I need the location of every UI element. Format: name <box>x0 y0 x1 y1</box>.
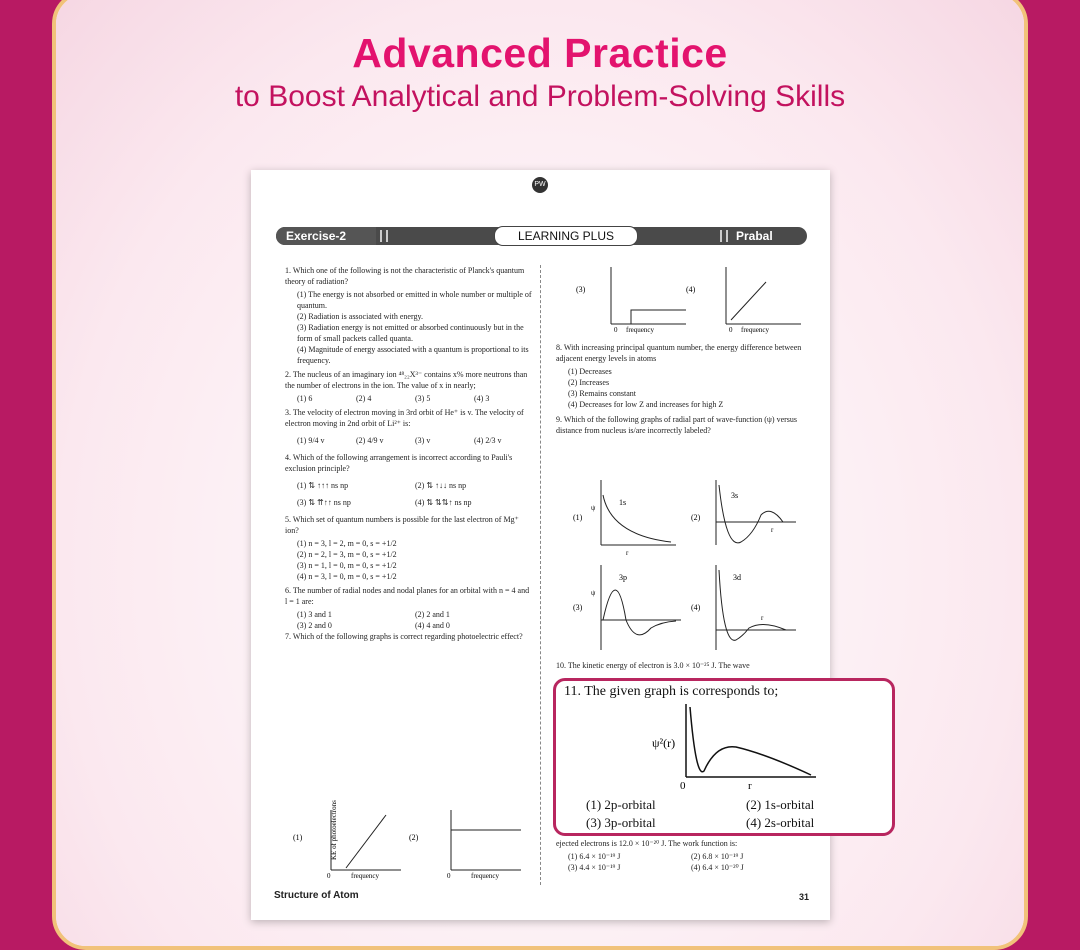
q9-graphs <box>571 470 821 660</box>
q6-option-3: (3) 2 and 0 <box>297 621 332 630</box>
learning-plus-label: LEARNING PLUS <box>494 226 638 246</box>
q8-option-1: (1) Decreases <box>568 367 612 376</box>
exercise-label: Exercise-2 <box>276 227 376 245</box>
q2-option-2: (2) 4 <box>356 394 372 403</box>
q2-option-3: (3) 5 <box>415 394 431 403</box>
page-subtitle: to Boost Analytical and Problem-Solving Skills <box>234 80 846 113</box>
left-column <box>285 265 533 644</box>
svg-text:3s: 3s <box>731 491 739 500</box>
q7-graph-3-line <box>631 310 686 324</box>
q3-option-3: (3) v <box>415 436 431 445</box>
q5-option-4: (4) n = 3, l = 0, m = 0, s = +1/2 <box>297 572 397 581</box>
q7-graph-2-xlabel: frequency <box>471 872 499 880</box>
question-3: 3. The velocity of electron moving in 3rd orbit of He⁺ is v. The velocity of electron moving in 2nd orbit of Li²⁺ is: <box>285 408 524 428</box>
svg-text:(3): (3) <box>573 603 583 612</box>
q6-options-b <box>285 620 533 631</box>
q11-option-1: (1) 2p-orbital <box>586 797 656 812</box>
q11-callout <box>553 678 895 836</box>
svg-text:(1): (1) <box>573 513 583 522</box>
svg-text:ψ: ψ <box>591 589 596 597</box>
question-7: 7. Which of the following graphs is correct regarding photoelectric effect? <box>285 632 523 641</box>
svg-text:frequency: frequency <box>626 326 654 334</box>
svg-text:(3): (3) <box>576 285 586 294</box>
svg-text:ψ: ψ <box>591 504 596 512</box>
q3-option-4: (4) 2/3 v <box>474 436 502 445</box>
q11-xlabel: r <box>748 780 752 789</box>
prabal-label: Prabal <box>736 229 773 243</box>
q1-option-4: (4) Magnitude of energy associated with a quantum is proportional to its frequency. <box>297 345 529 365</box>
svg-text:(4): (4) <box>686 285 696 294</box>
question-1: 1. Which one of the following is not the characteristic of Planck's quantum theory of radiation? <box>285 266 525 286</box>
question-9: 9. Which of the following graphs of radial part of wave-function (ψ) versus distance from nucleus is/are incorrectly labeled? <box>556 415 798 435</box>
q5-option-2: (2) n = 2, l = 3, m = 0, s = +1/2 <box>297 550 397 559</box>
q8-option-4: (4) Decreases for low Z and increases for high Z <box>568 400 724 409</box>
svg-text:0: 0 <box>614 326 618 334</box>
question-5: 5. Which set of quantum numbers is possible for the last electron of Mg⁺ ion? <box>285 515 519 535</box>
question-4: 4. Which of the following arrangement is incorrect according to Pauli's exclusion principle? <box>285 453 513 473</box>
q7-graph-1-label: (1) <box>293 833 303 842</box>
q9-graph-1s-curve <box>603 495 671 542</box>
q3-option-2: (2) 4/9 v <box>356 436 384 445</box>
q7-graph-1-line <box>346 815 386 868</box>
q3-option-1: (1) 9/4 v <box>297 436 325 445</box>
q6-option-2: (2) 2 and 1 <box>415 610 450 619</box>
q7-graphs <box>291 800 531 880</box>
q10-option-4: (4) 6.4 × 10⁻²⁰ J <box>691 863 744 872</box>
q7-graph-4-line <box>731 282 766 320</box>
q2-options <box>285 393 533 404</box>
q11-question: 11. The given graph is corresponds to; <box>564 684 779 699</box>
q10-option-3: (3) 4.4 × 10⁻¹⁹ J <box>568 863 621 872</box>
q6-option-4: (4) 4 and 0 <box>415 621 450 630</box>
q11-option-3: (3) 3p-orbital <box>586 815 656 830</box>
svg-text:0: 0 <box>729 326 733 334</box>
q10-option-2: (2) 6.8 × 10⁻¹⁹ J <box>691 852 744 861</box>
exercise-header-bar <box>276 227 807 245</box>
column-divider <box>540 265 541 885</box>
page-number: 31 <box>799 892 810 902</box>
q1-option-3: (3) Radiation energy is not emitted or absorbed continuously but in the form of small packets called quanta. <box>297 323 524 343</box>
q11-option-4: (4) 2s-orbital <box>746 815 815 830</box>
question-8: 8. With increasing principal quantum number, the energy difference between adjacent energy levels in atoms <box>556 343 802 363</box>
q8-option-3: (3) Remains constant <box>568 389 636 398</box>
q1-option-2: (2) Radiation is associated with energy. <box>297 312 423 321</box>
q7-graph-1-xlabel: frequency <box>351 872 379 880</box>
page-title: Advanced Practice <box>352 30 728 76</box>
right-column <box>556 342 814 438</box>
q4-options-b <box>285 497 533 508</box>
q11-option-2: (2) 1s-orbital <box>746 797 815 812</box>
svg-text:0: 0 <box>327 872 331 880</box>
svg-text:3d: 3d <box>733 573 741 582</box>
svg-text:r: r <box>771 526 774 534</box>
q8-option-2: (2) Increases <box>568 378 610 387</box>
q11-graph <box>556 699 886 789</box>
q4-option-3: (3) ⇅ ⇈↑↑ ns np <box>297 498 351 507</box>
q11-curve <box>690 707 811 775</box>
chapter-footer: Structure of Atom <box>274 890 359 901</box>
q1-option-1: (1) The energy is not absorbed or emitted in whole number or multiple of quantum. <box>297 290 532 310</box>
q11-ylabel: ψ²(r) <box>652 736 676 750</box>
question-10-tail: ejected electrons is 12.0 × 10⁻²⁰ J. The work function is: (1) 6.4 × 10⁻¹⁹ J (2) 6.8 × 10⁻¹⁹ J (3) 4.4 × 10⁻¹⁹ J (4) 6.4 × 10⁻²⁰ J <box>556 838 814 873</box>
q2-option-1: (1) 6 <box>297 394 313 403</box>
q9-graph-3s-curve <box>719 485 783 543</box>
q4-options-a <box>285 480 533 491</box>
question-2: 2. The nucleus of an imaginary ion ⁴⁸₂₂X³⁻ contains x% more neutrons than the number of electrons in the ion. The value of x in nearly; <box>285 370 528 390</box>
q4-option-4: (4) ⇅ ⇅⇅↑ ns np <box>415 498 472 507</box>
q4-option-1: (1) ⇅ ↑↑↑ ns np <box>297 481 349 490</box>
q5-option-1: (1) n = 3, l = 2, m = 0, s = +1/2 <box>297 539 397 548</box>
q3-options <box>285 435 533 446</box>
q7-graphs-continued <box>556 262 816 337</box>
svg-text:(4): (4) <box>691 603 701 612</box>
q5-option-3: (3) n = 1, l = 0, m = 0, s = +1/2 <box>297 561 397 570</box>
q11-zero: 0 <box>680 780 686 789</box>
svg-text:0: 0 <box>447 872 451 880</box>
svg-text:(2): (2) <box>691 513 701 522</box>
q6-option-1: (1) 3 and 1 <box>297 610 332 619</box>
q7-graph-2-label: (2) <box>409 833 419 842</box>
q6-options-a <box>285 609 533 620</box>
q4-option-2: (2) ⇅ ↑↓↓ ns np <box>415 481 467 490</box>
q2-option-4: (4) 3 <box>474 394 490 403</box>
question-6: 6. The number of radial nodes and nodal planes for an orbital with n = 4 and l = 1 are: <box>285 586 530 606</box>
svg-text:r: r <box>626 549 629 557</box>
svg-text:3p: 3p <box>619 573 627 582</box>
q9-graph-3p-curve <box>603 590 676 635</box>
svg-text:1s: 1s <box>619 498 627 507</box>
q10-option-1: (1) 6.4 × 10⁻¹⁹ J <box>568 852 621 861</box>
svg-text:r: r <box>761 614 764 622</box>
pw-logo: PW <box>532 177 548 193</box>
question-10: 10. The kinetic energy of electron is 3.0 × 10⁻²⁵ J. The wave <box>556 661 750 670</box>
svg-text:frequency: frequency <box>741 326 769 334</box>
q7-graph-1-ylabel: KE of photoelectrons <box>330 800 338 860</box>
